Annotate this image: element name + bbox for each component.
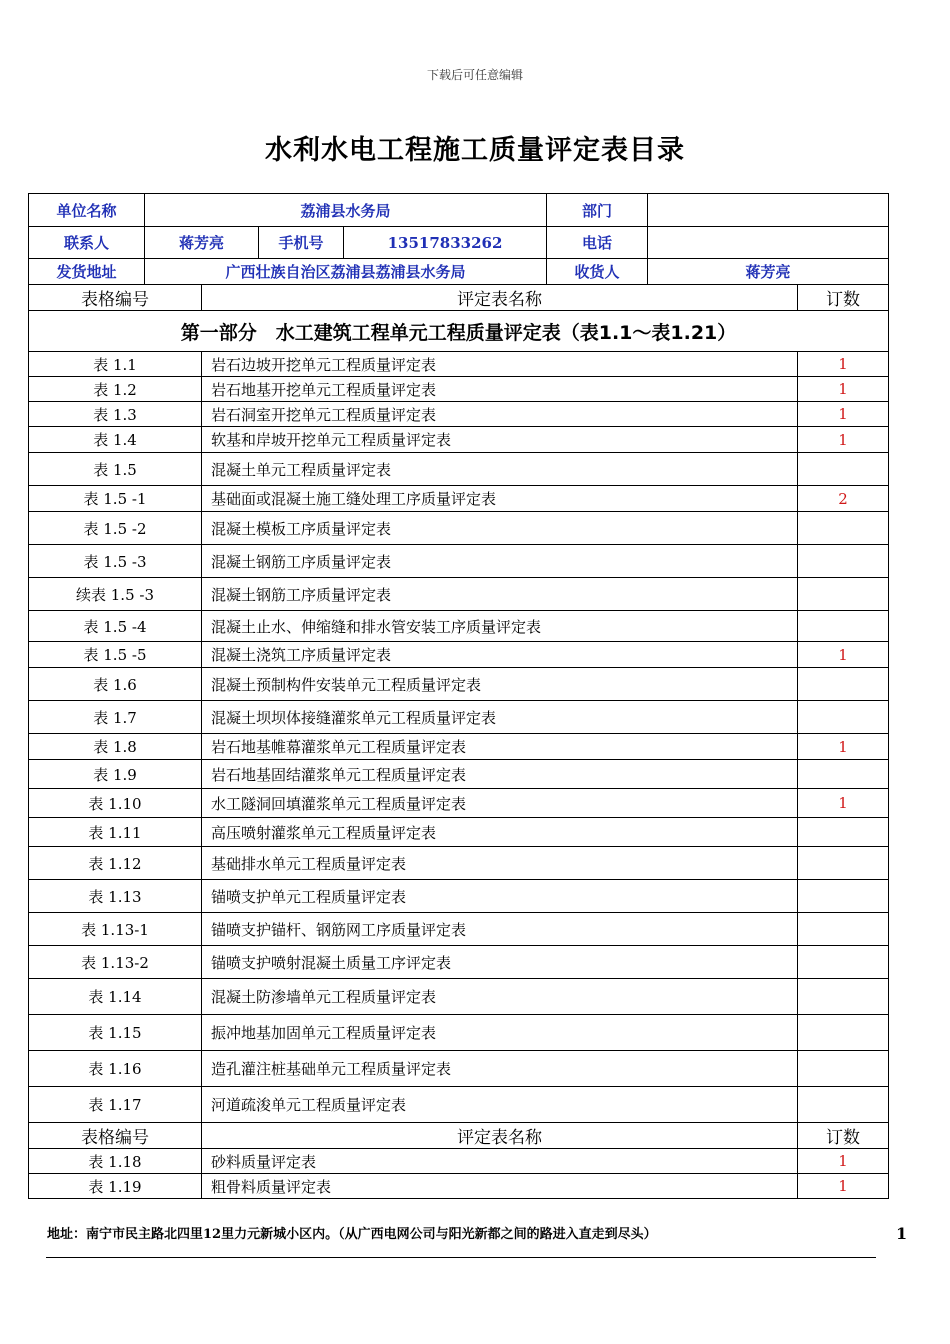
count-cell — [798, 913, 889, 946]
code-cell: 表 1.2 — [29, 377, 202, 402]
code-cell: 表 1.5 -1 — [29, 486, 202, 512]
header-count: 订数 — [798, 285, 889, 311]
top-note: 下载后可任意编辑 — [426, 68, 523, 82]
dept-label: 部门 — [547, 194, 648, 227]
count-cell — [798, 946, 889, 979]
code-cell: 表 1.6 — [29, 668, 202, 701]
code-cell: 表 1.13-1 — [29, 913, 202, 946]
catalog-table — [28, 284, 889, 1199]
table-row — [29, 642, 889, 668]
table-row — [29, 818, 889, 847]
code-cell: 表 1.7 — [29, 701, 202, 734]
code-cell: 表 1.4 — [29, 427, 202, 453]
name-cell: 锚喷支护锚杆、钢筋网工序质量评定表 — [202, 913, 798, 946]
code-cell: 表 1.8 — [29, 734, 202, 760]
name-cell: 基础排水单元工程质量评定表 — [202, 847, 798, 880]
count-cell — [798, 979, 889, 1015]
code-cell: 表 1.11 — [29, 818, 202, 847]
table-row — [29, 352, 889, 377]
name-cell: 锚喷支护单元工程质量评定表 — [202, 880, 798, 913]
count-cell — [798, 545, 889, 578]
count-cell — [798, 760, 889, 789]
table-row — [29, 545, 889, 578]
address-value: 广西壮族自治区荔浦县荔浦县水务局 — [145, 259, 547, 285]
table-row — [29, 402, 889, 427]
code-cell: 表 1.19 — [29, 1174, 202, 1199]
header-count: 订数 — [798, 1123, 889, 1149]
section-heading-row — [29, 311, 889, 352]
code-cell: 表 1.12 — [29, 847, 202, 880]
name-cell: 岩石地基帷幕灌浆单元工程质量评定表 — [202, 734, 798, 760]
unit-value: 荔浦县水务局 — [145, 194, 547, 227]
name-cell: 岩石地基固结灌浆单元工程质量评定表 — [202, 760, 798, 789]
name-cell: 岩石地基开挖单元工程质量评定表 — [202, 377, 798, 402]
code-cell: 表 1.14 — [29, 979, 202, 1015]
table-row — [29, 734, 889, 760]
count-cell — [798, 1087, 889, 1123]
code-cell: 表 1.16 — [29, 1051, 202, 1087]
table-row — [29, 913, 889, 946]
table-row — [29, 880, 889, 913]
count-cell — [798, 847, 889, 880]
name-cell: 混凝土坝坝体接缝灌浆单元工程质量评定表 — [202, 701, 798, 734]
name-cell: 粗骨料质量评定表 — [202, 1174, 798, 1199]
contact-info-table — [28, 193, 889, 285]
table-row — [29, 760, 889, 789]
code-cell: 表 1.5 -4 — [29, 611, 202, 642]
section-heading: 第一部分 水工建筑工程单元工程质量评定表（表1.1～表1.21） — [29, 311, 889, 352]
phone-value — [648, 227, 889, 259]
name-cell: 岩石洞室开挖单元工程质量评定表 — [202, 402, 798, 427]
table-row — [29, 789, 889, 818]
code-cell: 表 1.5 -5 — [29, 642, 202, 668]
footer-address: 地址：南宁市民主路北四里12里力元新城小区内。（从广西电网公司与阳光新都之间的路进入直走到尽头） — [47, 1227, 657, 1242]
count-cell: 1 — [798, 1149, 889, 1174]
count-cell: 1 — [798, 377, 889, 402]
table-row — [29, 701, 889, 734]
name-cell: 软基和岸坡开挖单元工程质量评定表 — [202, 427, 798, 453]
address-label: 发货地址 — [29, 259, 145, 285]
code-cell: 表 1.5 -3 — [29, 545, 202, 578]
table-row — [29, 1015, 889, 1051]
count-cell: 1 — [798, 734, 889, 760]
unit-label: 单位名称 — [29, 194, 145, 227]
table-row — [29, 377, 889, 402]
table-row — [29, 847, 889, 880]
name-cell: 造孔灌注桩基础单元工程质量评定表 — [202, 1051, 798, 1087]
name-cell: 混凝土钢筋工序质量评定表 — [202, 578, 798, 611]
table-row — [29, 486, 889, 512]
code-cell: 表 1.18 — [29, 1149, 202, 1174]
table-row — [29, 979, 889, 1015]
table-header-row — [29, 1123, 889, 1149]
code-cell: 表 1.3 — [29, 402, 202, 427]
name-cell: 基础面或混凝土施工缝处理工序质量评定表 — [202, 486, 798, 512]
table-row — [29, 1051, 889, 1087]
name-cell: 锚喷支护喷射混凝土质量工序评定表 — [202, 946, 798, 979]
count-cell — [798, 1015, 889, 1051]
mobile-value: 13517833262 — [344, 227, 547, 259]
header-code: 表格编号 — [29, 285, 202, 311]
count-cell — [798, 1051, 889, 1087]
page-number: 1 — [896, 1224, 908, 1243]
count-cell: 1 — [798, 427, 889, 453]
code-cell: 表 1.17 — [29, 1087, 202, 1123]
header-name: 评定表名称 — [202, 285, 798, 311]
count-cell — [798, 880, 889, 913]
code-cell: 表 1.15 — [29, 1015, 202, 1051]
phone-label: 电话 — [547, 227, 648, 259]
page-title: 水利水电工程施工质量评定表目录 — [265, 135, 685, 166]
receiver-value: 蒋芳亮 — [648, 259, 889, 285]
count-cell: 1 — [798, 642, 889, 668]
name-cell: 砂料质量评定表 — [202, 1149, 798, 1174]
count-cell — [798, 818, 889, 847]
table-row — [29, 611, 889, 642]
name-cell: 振冲地基加固单元工程质量评定表 — [202, 1015, 798, 1051]
name-cell: 混凝土防渗墙单元工程质量评定表 — [202, 979, 798, 1015]
name-cell: 混凝土预制构件安装单元工程质量评定表 — [202, 668, 798, 701]
count-cell: 2 — [798, 486, 889, 512]
table-row — [29, 427, 889, 453]
name-cell: 混凝土浇筑工序质量评定表 — [202, 642, 798, 668]
code-cell: 续表 1.5 -3 — [29, 578, 202, 611]
code-cell: 表 1.13 — [29, 880, 202, 913]
name-cell: 混凝土止水、伸缩缝和排水管安装工序质量评定表 — [202, 611, 798, 642]
receiver-label: 收货人 — [547, 259, 648, 285]
count-cell — [798, 611, 889, 642]
code-cell: 表 1.5 — [29, 453, 202, 486]
mobile-label: 手机号 — [259, 227, 344, 259]
header-code: 表格编号 — [29, 1123, 202, 1149]
header-name: 评定表名称 — [202, 1123, 798, 1149]
contact-label: 联系人 — [29, 227, 145, 259]
table-row — [29, 578, 889, 611]
name-cell: 混凝土模板工序质量评定表 — [202, 512, 798, 545]
contact-value: 蒋芳亮 — [145, 227, 259, 259]
name-cell: 高压喷射灌浆单元工程质量评定表 — [202, 818, 798, 847]
name-cell: 水工隧洞回填灌浆单元工程质量评定表 — [202, 789, 798, 818]
code-cell: 表 1.9 — [29, 760, 202, 789]
code-cell: 表 1.10 — [29, 789, 202, 818]
count-cell — [798, 701, 889, 734]
name-cell: 岩石边坡开挖单元工程质量评定表 — [202, 352, 798, 377]
code-cell: 表 1.1 — [29, 352, 202, 377]
table-header-row — [29, 285, 889, 311]
count-cell — [798, 453, 889, 486]
table-row — [29, 1174, 889, 1199]
code-cell: 表 1.5 -2 — [29, 512, 202, 545]
count-cell: 1 — [798, 1174, 889, 1199]
name-cell: 混凝土单元工程质量评定表 — [202, 453, 798, 486]
footer-rule — [46, 1257, 876, 1258]
table-row — [29, 453, 889, 486]
count-cell: 1 — [798, 352, 889, 377]
table-row — [29, 1087, 889, 1123]
code-cell: 表 1.13-2 — [29, 946, 202, 979]
name-cell: 混凝土钢筋工序质量评定表 — [202, 545, 798, 578]
table-row — [29, 946, 889, 979]
count-cell: 1 — [798, 402, 889, 427]
count-cell — [798, 578, 889, 611]
count-cell — [798, 512, 889, 545]
table-row — [29, 668, 889, 701]
table-row — [29, 1149, 889, 1174]
table-row — [29, 512, 889, 545]
name-cell: 河道疏浚单元工程质量评定表 — [202, 1087, 798, 1123]
count-cell — [798, 668, 889, 701]
dept-value — [648, 194, 889, 227]
count-cell: 1 — [798, 789, 889, 818]
